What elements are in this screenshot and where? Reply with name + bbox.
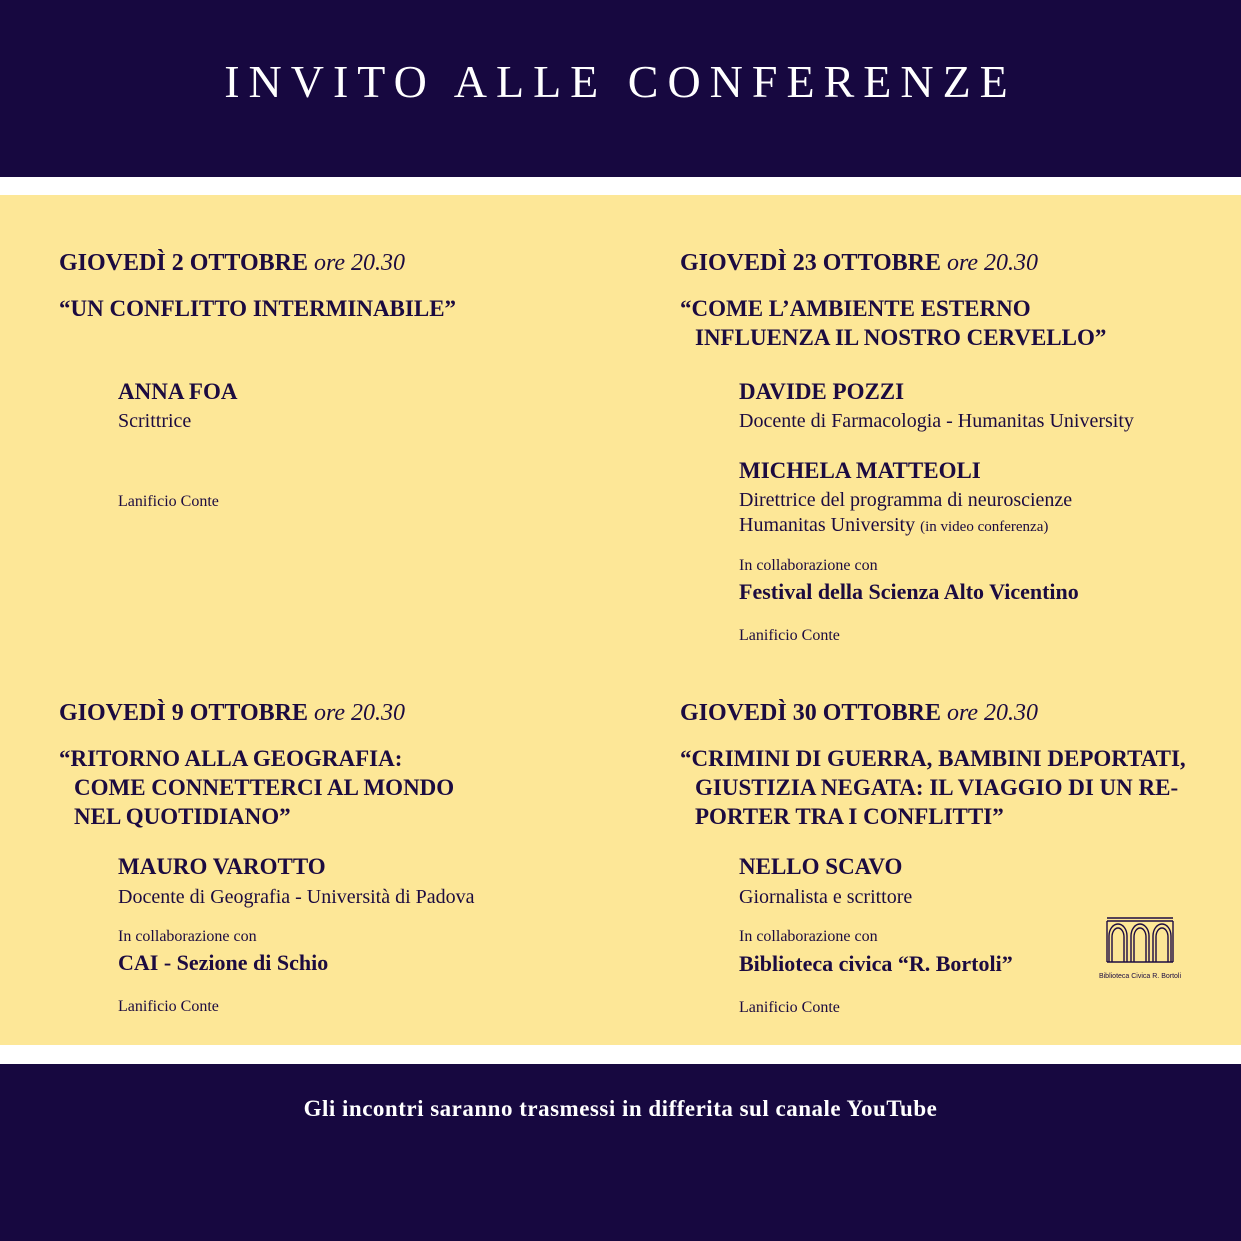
event-2-speaker-2-note: (in video conferenza) xyxy=(920,519,1049,535)
event-2-title-line-2: INFLUENZA IL NOSTRO CERVELLO” xyxy=(695,325,1107,350)
event-4-time: ore 20.30 xyxy=(946,700,1039,726)
event-3-title-line-3: NEL QUOTIDIANO” xyxy=(74,804,291,829)
event-4-title-line-2: GIUSTIZIA NEGATA: IL VIAGGIO DI UN RE- xyxy=(695,775,1179,800)
event-3-time: ore 20.30 xyxy=(313,700,406,726)
library-logo xyxy=(1098,914,1182,981)
event-2-time: ore 20.30 xyxy=(946,250,1039,276)
event-1-title: “UN CONFLITTO INTERMINABILE” xyxy=(59,296,457,321)
event-3-title-line-2: COME CONNETTERCI AL MONDO xyxy=(74,775,455,800)
event-3-date xyxy=(59,698,405,728)
event-4-speaker-1-role: Giornalista e scrittore xyxy=(739,886,913,908)
event-4-date xyxy=(680,698,1038,728)
event-2-venue: Lanificio Conte xyxy=(739,627,840,644)
event-1-date xyxy=(59,248,405,278)
event-2-speaker-1-role: Docente di Farmacologia - Humanitas University xyxy=(739,410,1134,432)
event-2-speaker-2-role-line-1: Direttrice del programma di neuroscienze xyxy=(739,489,1073,511)
library-arcade-icon xyxy=(1098,914,1182,966)
event-1-day: GIOVEDÌ 2 OTTOBRE xyxy=(59,250,308,276)
event-2-speaker-2-name: MICHELA MATTEOLI xyxy=(739,458,981,483)
event-1-speaker-1-role: Scrittrice xyxy=(118,410,192,432)
event-4-title-line-1: “CRIMINI DI GUERRA, BAMBINI DEPORTATI, xyxy=(680,746,1186,771)
event-2-speaker-1-name: DAVIDE POZZI xyxy=(739,379,905,404)
event-3-day: GIOVEDÌ 9 OTTOBRE xyxy=(59,700,308,726)
event-4-collab-label: In collaborazione con xyxy=(739,928,878,945)
event-1-venue: Lanificio Conte xyxy=(118,493,219,510)
event-1-time: ore 20.30 xyxy=(313,250,406,276)
footer-text: Gli incontri saranno trasmessi in differita sul canale YouTube xyxy=(303,1096,938,1121)
event-1-speaker-1-name: ANNA FOA xyxy=(118,379,238,404)
event-3-collab-label: In collaborazione con xyxy=(118,928,257,945)
event-2-speaker-2-affiliation: Humanitas University xyxy=(739,514,916,536)
event-2-collab-label: In collaborazione con xyxy=(739,557,878,574)
event-3-speaker-1-role: Docente di Geografia - Università di Padova xyxy=(118,886,475,908)
event-4-day: GIOVEDÌ 30 OTTOBRE xyxy=(680,700,941,726)
event-4-speaker-1-name: NELLO SCAVO xyxy=(739,854,903,879)
event-2-speaker-2-role-line-2 xyxy=(739,513,1048,540)
event-4-partner: Biblioteca civica “R. Bortoli” xyxy=(739,951,1013,976)
page-title: INVITO ALLE CONFERENZE xyxy=(224,56,1017,107)
event-4-venue: Lanificio Conte xyxy=(739,999,840,1016)
event-3-partner: CAI - Sezione di Schio xyxy=(118,950,329,975)
event-2-date xyxy=(680,248,1038,278)
event-2-partner: Festival della Scienza Alto Vicentino xyxy=(739,579,1079,604)
event-2-day: GIOVEDÌ 23 OTTOBRE xyxy=(680,250,941,276)
event-3-speaker-1-name: MAURO VAROTTO xyxy=(118,854,326,879)
event-4-title-line-3: PORTER TRA I CONFLITTI” xyxy=(695,804,1004,829)
event-2-title-line-1: “COME L’AMBIENTE ESTERNO xyxy=(680,296,1031,321)
library-logo-caption: Biblioteca Civica R. Bortoli xyxy=(1098,973,1182,980)
event-3-title-line-1: “RITORNO ALLA GEOGRAFIA: xyxy=(59,746,403,771)
event-3-venue: Lanificio Conte xyxy=(118,998,219,1015)
footer-band xyxy=(0,1064,1241,1241)
